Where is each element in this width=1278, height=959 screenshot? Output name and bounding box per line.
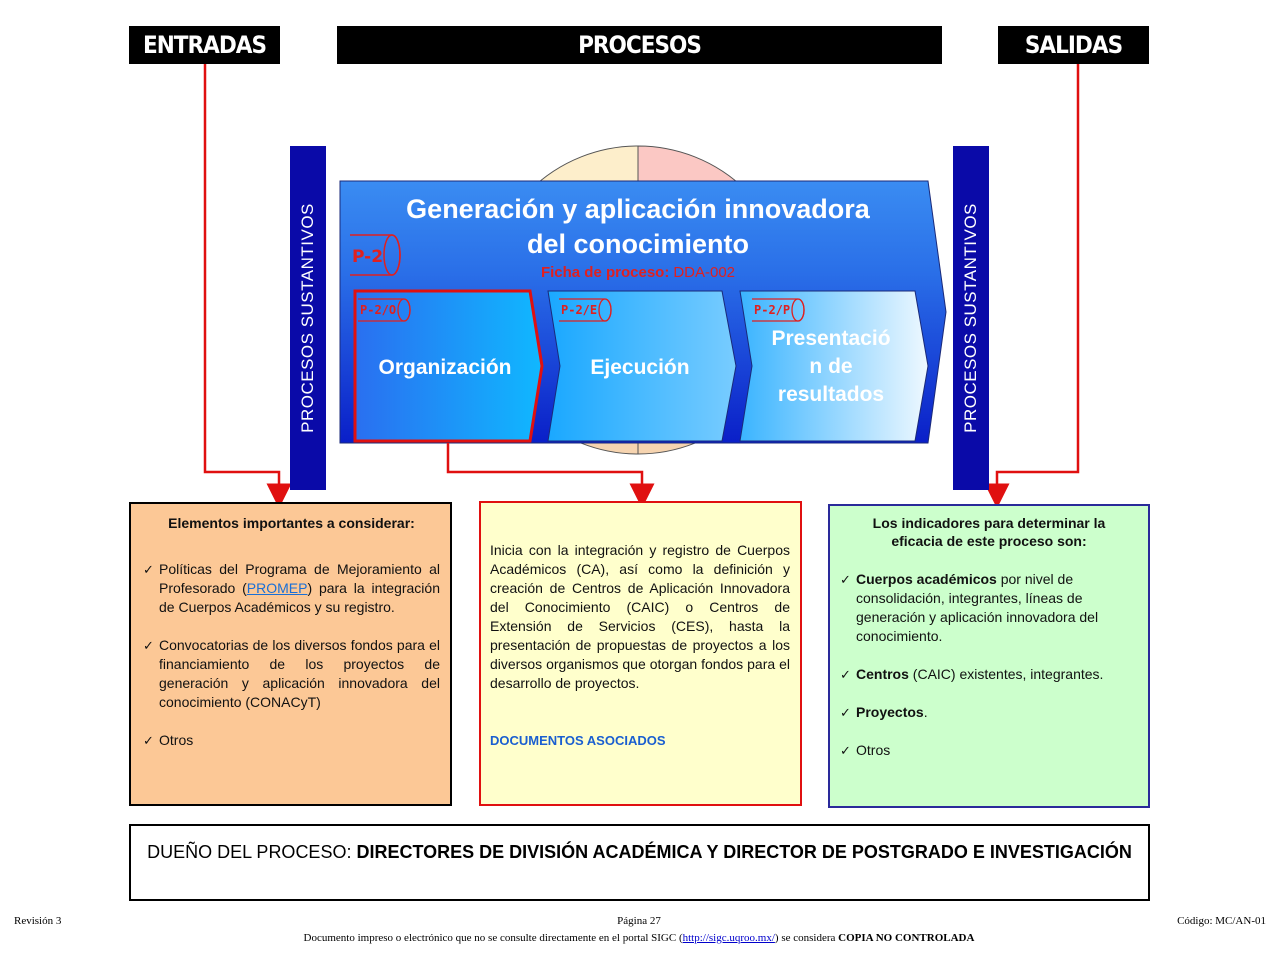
outputs-item: ✓ Proyectos. <box>840 703 1138 722</box>
footer-notice: Documento impreso o electrónico que no se consulte directamente en el portal SIGC (http://sigc.uqroo.mx/) se considera COPIA NO CONTROLADA <box>303 932 975 944</box>
connector-salidas <box>997 64 1078 496</box>
subprocess-code-o: P-2/O <box>360 303 397 317</box>
side-bar-right-label: PROCESOS SUSTANTIVOS <box>961 203 980 433</box>
inputs-item: ✓ Políticas del Programa de Mejoramiento al Profesorado (PROMEP) para la integración de Cuerpos Académicos y su registro. <box>143 560 440 617</box>
ficha-label: Ficha de proceso: <box>540 264 670 281</box>
header-salidas: SALIDAS <box>998 26 1149 64</box>
outputs-title: Los indicadores para determinar la eficacia de este proceso son: <box>872 515 1106 549</box>
subprocess-label-presentacion-3: resultados <box>777 383 885 406</box>
process-code: P-2 <box>352 247 384 267</box>
sigc-portal-link[interactable]: http://sigc.uqroo.mx/ <box>682 932 775 944</box>
footer-page: Página 27 <box>617 915 661 927</box>
subprocess-code-p: P-2/P <box>754 303 791 317</box>
side-bar-left-label: PROCESOS SUSTANTIVOS <box>298 203 317 433</box>
promep-link[interactable]: PROMEP <box>246 580 308 596</box>
outputs-list <box>840 570 1138 760</box>
process-title-line2: del conocimiento <box>526 229 750 259</box>
ficha-code: DDA-002 <box>673 264 736 281</box>
footer-code: Código: MC/AN-01 <box>1177 915 1266 927</box>
outputs-box <box>828 504 1150 808</box>
inputs-list <box>143 560 440 750</box>
subprocess-label-presentacion-1: Presentació <box>771 327 891 350</box>
process-description: Inicia con la integración y registro de Cuerpos Académicos (CA), así como la definición y creación de Centros de Aplicación Innovadora del Conocimiento (CAIC) o Centros de Extensión de Servicios (CES), hasta la presentación de propuestas de proyectos a los diversos organismos que otorgan fondos para el desarrollo de proyectos. <box>490 542 790 691</box>
subprocess-label-ejecucion: Ejecución <box>590 356 690 379</box>
subprocess-label-presentacion-2: n de <box>809 355 853 378</box>
outputs-item: ✓ Centros (CAIC) existentes, integrantes. <box>840 665 1138 684</box>
inputs-box <box>129 502 452 806</box>
owner-label: DUEÑO DEL PROCESO: <box>147 842 352 862</box>
side-bar-right <box>953 146 989 490</box>
inputs-item: ✓ Otros <box>143 731 440 750</box>
header-entradas: ENTRADAS <box>129 26 280 64</box>
process-owner-box <box>129 824 1150 901</box>
side-bar-left <box>290 146 326 490</box>
process-box <box>479 501 802 806</box>
outputs-item: ✓ Cuerpos académicos por nivel de consolidación, integrantes, líneas de generación y aplicación innovadora del conocimiento. <box>840 570 1138 646</box>
header-procesos: PROCESOS <box>337 26 942 64</box>
subprocess-code-e: P-2/E <box>561 303 598 317</box>
documents-link[interactable]: DOCUMENTOS ASOCIADOS <box>490 733 666 748</box>
connector-entradas <box>205 64 279 496</box>
inputs-item: ✓ Convocatorias de los diversos fondos para el financiamiento de los proyectos de generación y aplicación innovadora del conocimiento (CONACyT) <box>143 636 440 712</box>
footer-revision: Revisión 3 <box>14 915 62 927</box>
process-title-line1: Generación y aplicación innovadora <box>406 194 870 224</box>
ficha-line <box>541 264 735 281</box>
inputs-title: Elementos importantes a considerar: <box>168 515 415 531</box>
outputs-item: ✓ Otros <box>840 741 1138 760</box>
owner-value: DIRECTORES DE DIVISIÓN ACADÉMICA Y DIRECTOR DE POSTGRADO E INVESTIGACIÓN <box>356 842 1132 862</box>
subprocess-label-organizacion: Organización <box>378 356 512 379</box>
